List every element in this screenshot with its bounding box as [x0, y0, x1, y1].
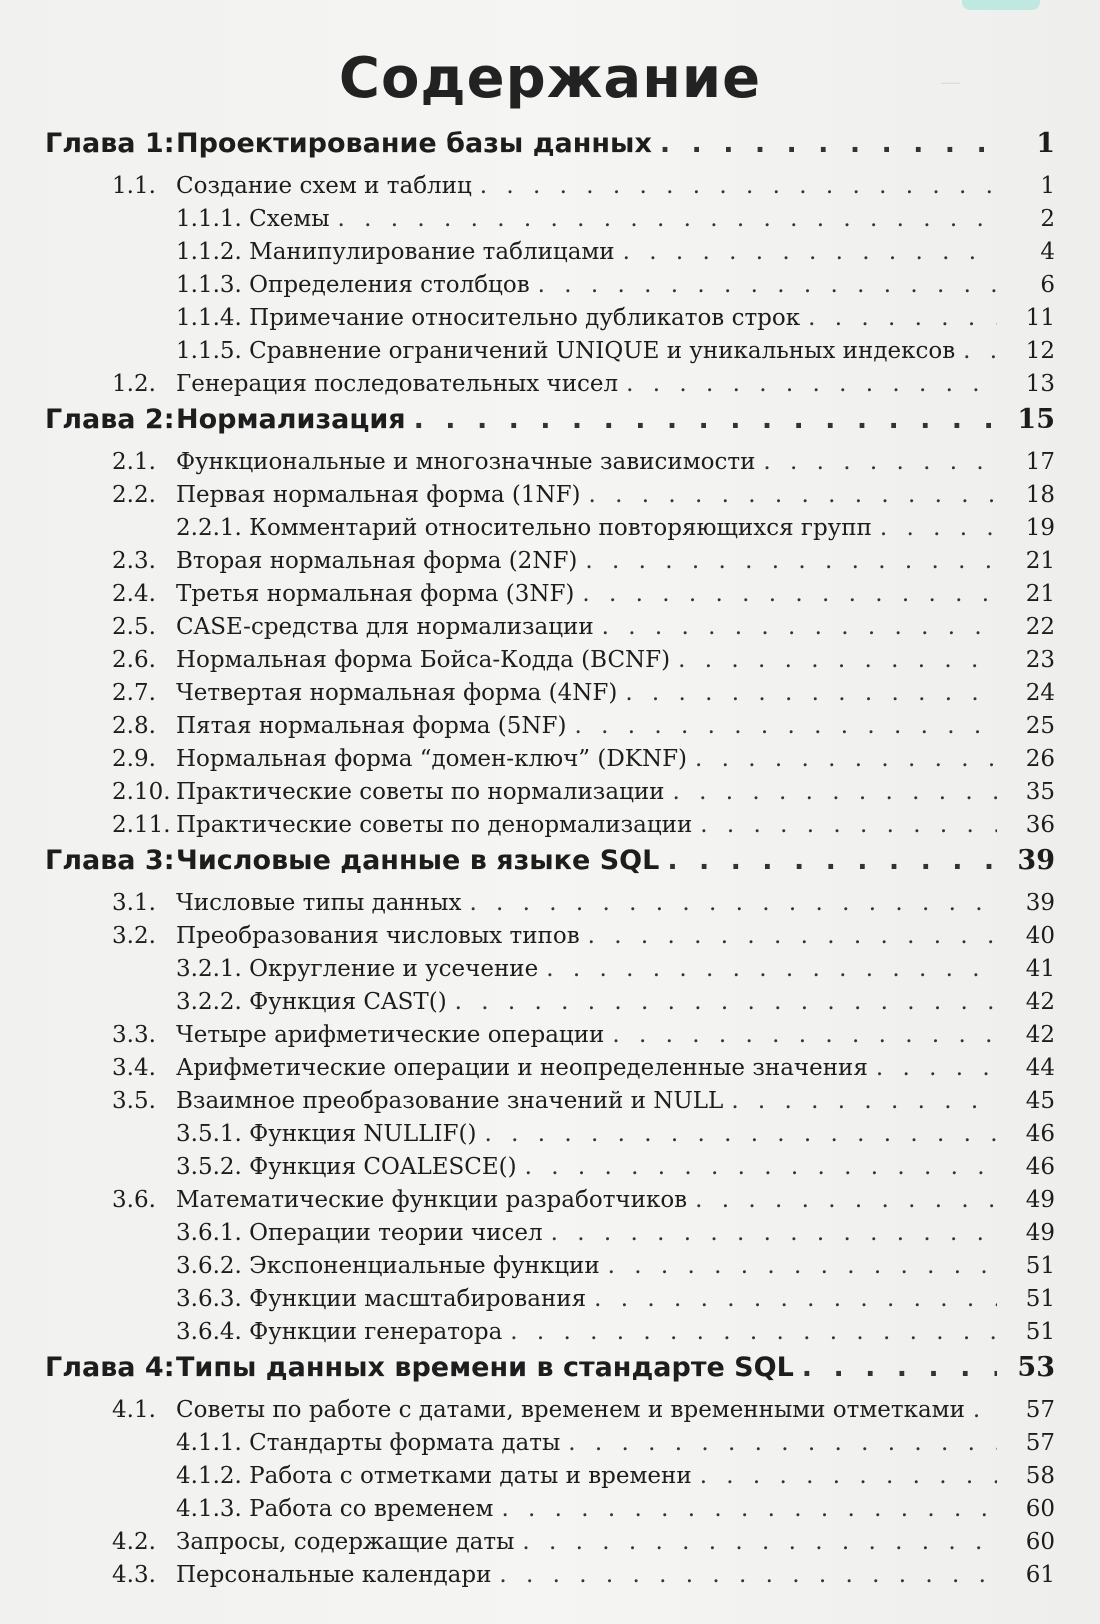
- toc-entry-title: Числовые данные в языке SQL: [176, 845, 660, 876]
- toc-page-number: 45: [1025, 1088, 1055, 1114]
- toc-entry-number: 2.2.: [112, 482, 156, 508]
- toc-entry-number: 2.3.: [112, 548, 156, 574]
- toc-entry-title: 4.1.3. Работа со временем: [176, 1496, 494, 1522]
- toc-page-number: 25: [1025, 713, 1055, 739]
- toc-dot-leader: [480, 175, 997, 198]
- toc-subsection: [0, 1432, 1100, 1465]
- toc-dot-leader: [414, 406, 997, 433]
- toc-subsection: [0, 307, 1100, 340]
- toc-dot-leader: [568, 1432, 997, 1455]
- page-corner-tab: [962, 0, 1040, 10]
- toc-entry-title: 1.1.2. Манипулирование таблицами: [176, 239, 615, 265]
- toc-page-number: 35: [1025, 779, 1055, 805]
- toc-subsection: [0, 340, 1100, 373]
- toc-entry-number: 1.1.: [112, 173, 156, 199]
- toc-entry-number: 2.11.: [112, 812, 171, 838]
- toc-page-number: 53: [1017, 1352, 1055, 1383]
- toc-section: [0, 1531, 1100, 1564]
- toc-entry-number: 1.2.: [112, 371, 156, 397]
- table-of-contents: [0, 130, 1100, 1597]
- toc-page-number: 12: [1025, 338, 1055, 364]
- toc-page-number: 6: [1040, 272, 1055, 298]
- toc-dot-leader: [876, 1057, 997, 1080]
- toc-entry-title: Взаимное преобразование значений и NULL: [176, 1088, 724, 1114]
- toc-dot-leader: [582, 583, 997, 606]
- toc-dot-leader: [469, 892, 997, 915]
- toc-entry-title: Третья нормальная форма (3NF): [176, 581, 575, 607]
- toc-page-number: 58: [1025, 1463, 1055, 1489]
- toc-subsection: [0, 517, 1100, 550]
- toc-dot-leader: [731, 1090, 997, 1113]
- toc-page-number: 57: [1025, 1430, 1055, 1456]
- toc-entry-number: 3.3.: [112, 1022, 156, 1048]
- toc-section: [0, 1189, 1100, 1222]
- toc-page-number: 60: [1025, 1496, 1055, 1522]
- toc-entry-title: Нормальная форма “домен-ключ” (DKNF): [176, 746, 688, 772]
- toc-subsection: [0, 241, 1100, 274]
- toc-dot-leader: [973, 1399, 997, 1422]
- toc-dot-leader: [700, 1465, 997, 1488]
- toc-page-number: 19: [1025, 515, 1055, 541]
- toc-dot-leader: [455, 991, 997, 1014]
- toc-section: [0, 616, 1100, 649]
- toc-dot-leader: [695, 1189, 997, 1212]
- toc-page-number: 15: [1017, 404, 1055, 435]
- toc-subsection: [0, 208, 1100, 241]
- toc-page-number: 2: [1040, 206, 1055, 232]
- toc-dot-leader: [678, 649, 997, 672]
- toc-entry-number: 2.1.: [112, 449, 156, 475]
- toc-dot-leader: [501, 1498, 997, 1521]
- toc-dot-leader: [700, 814, 997, 837]
- toc-section: [0, 175, 1100, 208]
- toc-dot-leader: [499, 1564, 997, 1587]
- toc-entry-title: Функциональные и многозначные зависимости: [176, 449, 756, 475]
- toc-entry-title: Генерация последовательных чисел: [176, 371, 619, 397]
- toc-entry-title: Персональные календари: [176, 1562, 492, 1588]
- toc-section: [0, 1090, 1100, 1123]
- toc-section: [0, 682, 1100, 715]
- toc-section: [0, 1024, 1100, 1057]
- toc-entry-title: Математические функции разработчиков: [176, 1187, 688, 1213]
- toc-entry-title: Советы по работе с датами, временем и временными отметками: [176, 1397, 965, 1423]
- toc-subsection: [0, 1321, 1100, 1354]
- toc-page-number: 22: [1025, 614, 1055, 640]
- toc-entry-title: 3.5.1. Функция NULLIF(): [176, 1121, 477, 1147]
- toc-page-number: 60: [1025, 1529, 1055, 1555]
- toc-entry-title: 3.6.3. Функции масштабирования: [176, 1286, 587, 1312]
- toc-dot-leader: [588, 925, 997, 948]
- toc-entry-title: 1.1.3. Определения столбцов: [176, 272, 530, 298]
- toc-entry-title: Проектирование базы данных: [176, 128, 652, 159]
- toc-page-number: 1: [1036, 128, 1055, 159]
- toc-subsection: [0, 991, 1100, 1024]
- toc-entry-title: Вторая нормальная форма (2NF): [176, 548, 578, 574]
- toc-page-number: 39: [1017, 845, 1055, 876]
- toc-page-number: 51: [1025, 1319, 1055, 1345]
- toc-entry-title: 3.2.1. Округление и усечение: [176, 956, 539, 982]
- toc-dot-leader: [625, 682, 997, 705]
- toc-section: [0, 892, 1100, 925]
- toc-subsection: [0, 1222, 1100, 1255]
- toc-dot-leader: [880, 517, 997, 540]
- toc-page-number: 23: [1025, 647, 1055, 673]
- toc-entry-title: 3.2.2. Функция CAST(): [176, 989, 447, 1015]
- toc-entry-title: 2.2.1. Комментарий относительно повторяющихся групп: [176, 515, 872, 541]
- toc-entry-number: Глава 1:: [45, 128, 175, 159]
- toc-entry-number: 2.5.: [112, 614, 156, 640]
- toc-page-number: 4: [1040, 239, 1055, 265]
- toc-entry-number: 4.1.: [112, 1397, 156, 1423]
- toc-entry-number: 2.6.: [112, 647, 156, 673]
- toc-chapter: [0, 406, 1100, 451]
- toc-entry-number: Глава 3:: [45, 845, 175, 876]
- toc-chapter: [0, 847, 1100, 892]
- toc-entry-number: 3.6.: [112, 1187, 156, 1213]
- toc-entry-number: 2.4.: [112, 581, 156, 607]
- toc-page-number: 11: [1025, 305, 1055, 331]
- toc-dot-leader: [667, 847, 997, 874]
- toc-dot-leader: [510, 1321, 997, 1344]
- toc-entry-title: Числовые типы данных: [176, 890, 462, 916]
- toc-section: [0, 1057, 1100, 1090]
- toc-dot-leader: [808, 307, 997, 330]
- toc-subsection: [0, 958, 1100, 991]
- toc-entry-title: CASE-средства для нормализации: [176, 614, 594, 640]
- bleed-through-text: —: [940, 70, 961, 94]
- toc-entry-number: 2.9.: [112, 746, 156, 772]
- toc-entry-number: 3.2.: [112, 923, 156, 949]
- toc-dot-leader: [551, 1222, 997, 1245]
- toc-subsection: [0, 1498, 1100, 1531]
- toc-entry-number: 2.7.: [112, 680, 156, 706]
- toc-page-number: 46: [1025, 1121, 1055, 1147]
- page-title: Содержание: [338, 45, 762, 111]
- toc-entry-title: Преобразования числовых типов: [176, 923, 580, 949]
- toc-section: [0, 748, 1100, 781]
- toc-dot-leader: [673, 781, 997, 804]
- toc-entry-number: 3.1.: [112, 890, 156, 916]
- toc-entry-number: 3.5.: [112, 1088, 156, 1114]
- toc-page-number: 21: [1025, 548, 1055, 574]
- toc-dot-leader: [522, 1531, 997, 1554]
- toc-dot-leader: [963, 340, 997, 363]
- toc-section: [0, 484, 1100, 517]
- toc-entry-title: Арифметические операции и неопределенные значения: [176, 1055, 868, 1081]
- toc-entry-title: Четыре арифметические операции: [176, 1022, 605, 1048]
- toc-page-number: 57: [1025, 1397, 1055, 1423]
- toc-subsection: [0, 1255, 1100, 1288]
- toc-entry-number: 4.2.: [112, 1529, 156, 1555]
- toc-entry-title: Типы данных времени в стандарте SQL: [176, 1352, 794, 1383]
- toc-chapter: [0, 130, 1100, 175]
- toc-subsection: [0, 1288, 1100, 1321]
- toc-entry-title: Практические советы по нормализации: [176, 779, 665, 805]
- toc-page-number: 24: [1025, 680, 1055, 706]
- toc-entry-number: 4.3.: [112, 1562, 156, 1588]
- toc-section: [0, 583, 1100, 616]
- toc-entry-number: 3.4.: [112, 1055, 156, 1081]
- toc-entry-number: 2.10.: [112, 779, 171, 805]
- toc-page-number: 1: [1040, 173, 1055, 199]
- toc-dot-leader: [594, 1288, 997, 1311]
- toc-dot-leader: [585, 550, 997, 573]
- toc-page-number: 41: [1025, 956, 1055, 982]
- toc-page-number: 26: [1025, 746, 1055, 772]
- toc-entry-title: Нормализация: [176, 404, 406, 435]
- toc-page-number: 42: [1025, 1022, 1055, 1048]
- toc-dot-leader: [608, 1255, 997, 1278]
- toc-page-number: 21: [1025, 581, 1055, 607]
- toc-page-number: 36: [1025, 812, 1055, 838]
- toc-dot-leader: [802, 1354, 997, 1381]
- toc-subsection: [0, 1156, 1100, 1189]
- toc-dot-leader: [602, 616, 997, 639]
- toc-dot-leader: [623, 241, 997, 264]
- toc-chapter: [0, 1354, 1100, 1399]
- toc-entry-number: 2.8.: [112, 713, 156, 739]
- toc-section: [0, 1564, 1100, 1597]
- toc-page-number: 42: [1025, 989, 1055, 1015]
- toc-entry-title: Четвертая нормальная форма (4NF): [176, 680, 618, 706]
- toc-entry-title: 3.6.4. Функции генератора: [176, 1319, 503, 1345]
- toc-dot-leader: [574, 715, 997, 738]
- toc-section: [0, 649, 1100, 682]
- toc-page-number: 17: [1025, 449, 1055, 475]
- toc-entry-title: Первая нормальная форма (1NF): [176, 482, 581, 508]
- toc-section: [0, 451, 1100, 484]
- toc-dot-leader: [626, 373, 997, 396]
- toc-dot-leader: [484, 1123, 997, 1146]
- toc-dot-leader: [589, 484, 997, 507]
- toc-section: [0, 925, 1100, 958]
- toc-entry-title: Нормальная форма Бойса-Кодда (BCNF): [176, 647, 671, 673]
- toc-page-number: 40: [1025, 923, 1055, 949]
- toc-subsection: [0, 1123, 1100, 1156]
- toc-page-number: 49: [1025, 1187, 1055, 1213]
- toc-entry-title: 1.1.4. Примечание относительно дубликатов строк: [176, 305, 801, 331]
- toc-subsection: [0, 274, 1100, 307]
- toc-dot-leader: [525, 1156, 997, 1179]
- toc-entry-title: 1.1.1. Схемы: [176, 206, 330, 232]
- toc-section: [0, 373, 1100, 406]
- toc-section: [0, 1399, 1100, 1432]
- toc-section: [0, 781, 1100, 814]
- toc-section: [0, 814, 1100, 847]
- toc-section: [0, 550, 1100, 583]
- toc-entry-title: 3.5.2. Функция COALESCE(): [176, 1154, 517, 1180]
- toc-page-number: 39: [1025, 890, 1055, 916]
- toc-dot-leader: [763, 451, 997, 474]
- toc-entry-title: Запросы, содержащие даты: [176, 1529, 515, 1555]
- toc-dot-leader: [695, 748, 997, 771]
- toc-page-number: 46: [1025, 1154, 1055, 1180]
- toc-dot-leader: [538, 274, 997, 297]
- toc-entry-title: Практические советы по денормализации: [176, 812, 693, 838]
- toc-dot-leader: [660, 130, 997, 157]
- toc-subsection: [0, 1465, 1100, 1498]
- toc-entry-number: Глава 4:: [45, 1352, 175, 1383]
- toc-entry-title: 4.1.2. Работа с отметками даты и времени: [176, 1463, 692, 1489]
- toc-entry-title: 4.1.1. Стандарты формата даты: [176, 1430, 561, 1456]
- toc-page-number: 44: [1025, 1055, 1055, 1081]
- toc-page-number: 49: [1025, 1220, 1055, 1246]
- toc-section: [0, 715, 1100, 748]
- toc-dot-leader: [338, 208, 997, 231]
- toc-entry-title: 3.6.2. Экспоненциальные функции: [176, 1253, 600, 1279]
- toc-dot-leader: [612, 1024, 997, 1047]
- toc-entry-title: 1.1.5. Сравнение ограничений UNIQUE и уникальных индексов: [176, 338, 956, 364]
- toc-entry-title: Пятая нормальная форма (5NF): [176, 713, 567, 739]
- toc-page-number: 61: [1025, 1562, 1055, 1588]
- toc-page-number: 51: [1025, 1286, 1055, 1312]
- toc-dot-leader: [546, 958, 997, 981]
- toc-entry-number: Глава 2:: [45, 404, 175, 435]
- toc-page-number: 13: [1025, 371, 1055, 397]
- toc-entry-title: Создание схем и таблиц: [176, 173, 472, 199]
- toc-page-number: 51: [1025, 1253, 1055, 1279]
- toc-page-number: 18: [1025, 482, 1055, 508]
- toc-entry-title: 3.6.1. Операции теории чисел: [176, 1220, 543, 1246]
